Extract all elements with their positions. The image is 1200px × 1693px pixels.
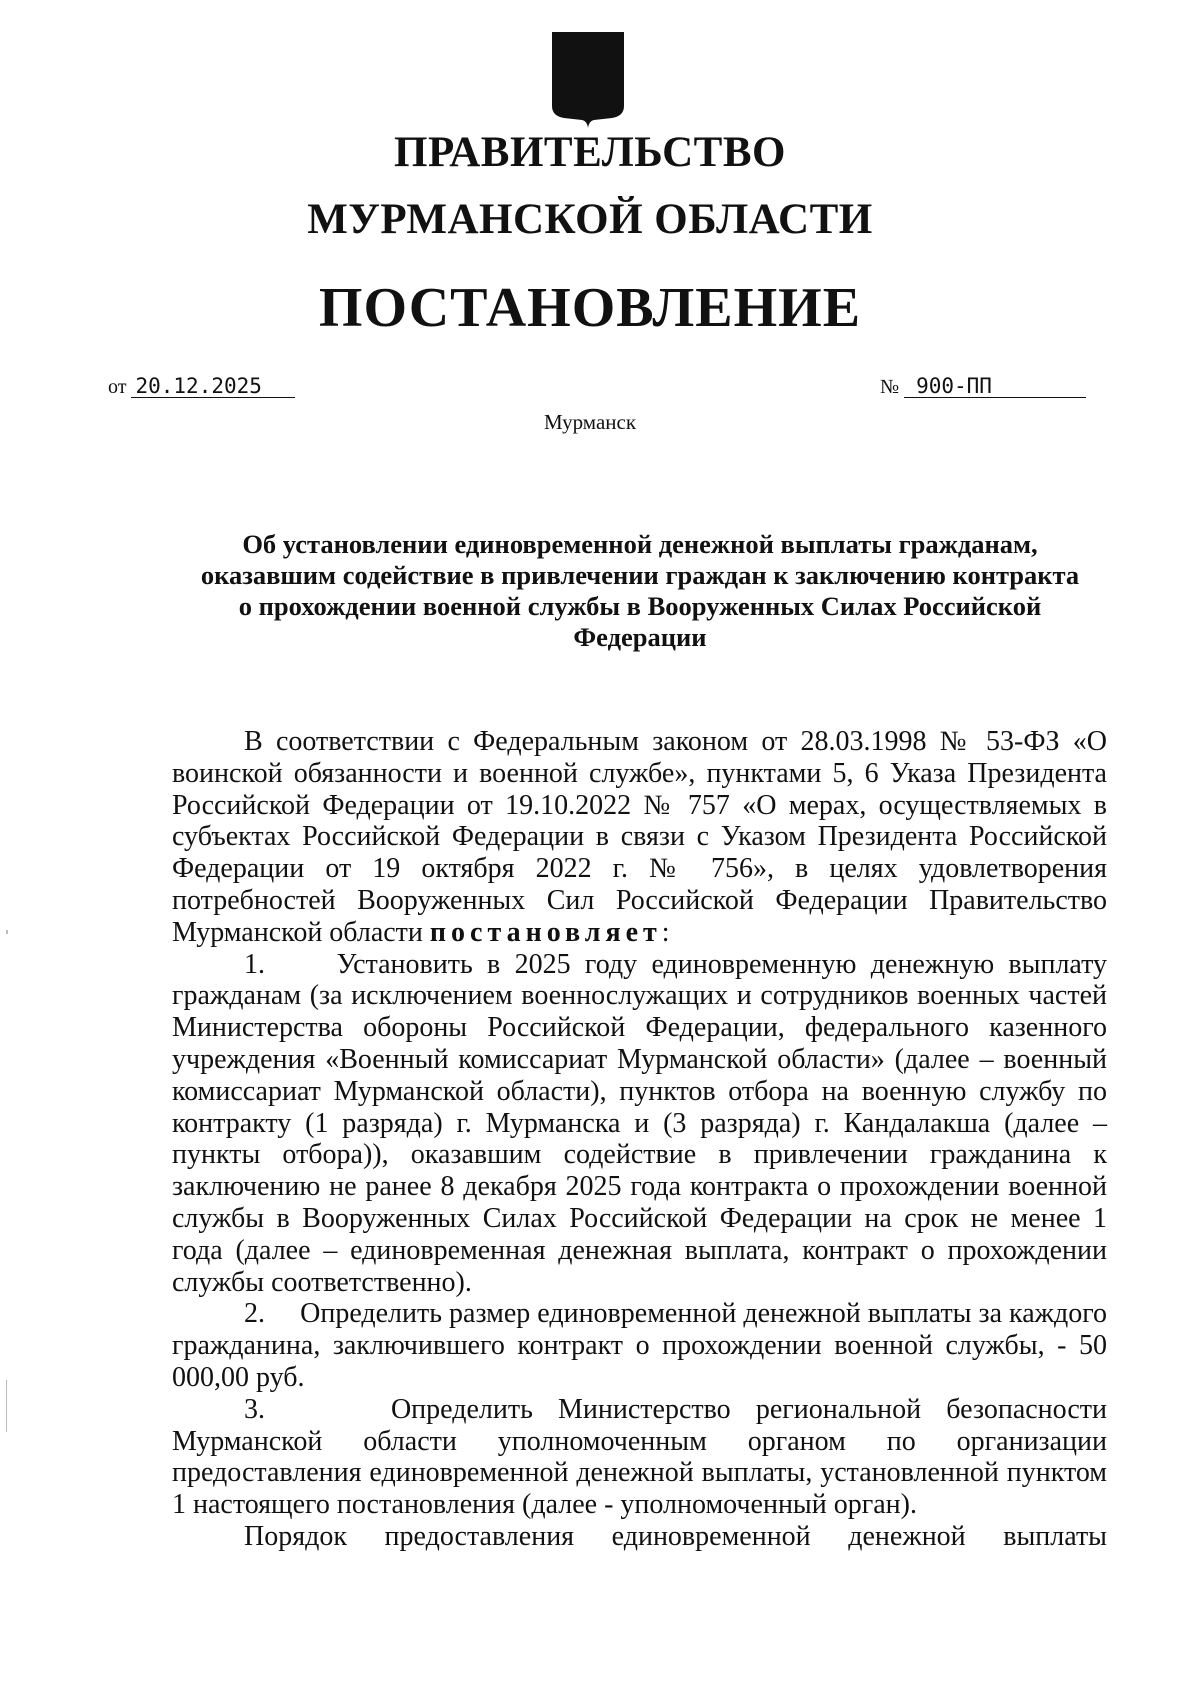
document-number [880,376,1086,399]
item-2-text: Определить размер единовременной денежной выплаты за каждого гражданина, заключившего контракт о прохождении военной службы, - 50 000,00 руб. [172,1298,1108,1393]
scan-artifact [6,1380,7,1432]
date-prefix: от [108,376,127,398]
item-1-number: 1. [244,948,265,980]
government-name-line1: ПРАВИТЕЛЬСТВО [394,129,786,176]
preamble-text: В соответствии с Федеральным законом от 28.03.1998 № 53-ФЗ «О воинской обязанности и военной службе», пунктами 5, 6 Указа Президента Российской Федерации от 19.10.2022 № 757 «О мерах, осуществляемых в субъектах Российской Федерации в связи с Указом Президента Российской Федерации от 19 октября 2022 г. № 756», в целях удовлетворения потребностей Вооруженных Сил Российской Федерации [172,726,1107,916]
item-2-paragraph [172,1298,1107,1393]
item-2-number: 2. [244,1298,265,1330]
date-value: 20.12.2025 [131,376,295,398]
preamble-end: Правительство Мурманской области [172,884,1108,948]
government-name-line2: МУРМАНСКОЙ ОБЛАСТИ [307,196,873,243]
resolves-word: постановляет [429,916,662,948]
item-1-text: Установить в 2025 году единовременную денежную выплату гражданам (за исключением военнослужащих и сотрудников военных частей Министерства обороны Российской Федерации, федерального казенного учреждения «Военный комиссариат Мурманской области» (далее – военный комиссариат Мурманской области), пунктов отбора на военную службу по контракту (1 разряда) г. Мурманска и (3 разряда) г. Кандалакша (далее – пункты отбора)), оказавшим содействие в привлечении гражданина к заключению не ранее 8 декабря 2025 года контракта о прохождении военной службы в Вооруженных Силах Российской Федерации на срок не менее 1 года (далее – единовременная денежная выплата, контракт о прохождении службы соответственно). [172,948,1107,1298]
item-1-paragraph [172,949,1107,1299]
resolves-colon: : [661,916,670,948]
title-line: Об установлении единовременной денежной выплаты гражданам, [242,529,1038,559]
document-date [108,376,295,399]
document-title [170,529,1110,653]
title-line: Федерации [573,622,707,652]
document-body [172,726,1107,1553]
document-type: ПОСТАНОВЛЕНИЕ [318,277,862,339]
item-3-text: Определить Министерство региональной безопасности Мурманской области уполномоченным органом по организации предоставления единовременной денежной выплаты, установленной пунктом 1 настоящего постановления (далее - уполномоченный орган). [172,1393,1108,1521]
title-line: о прохождении военной службы в Вооруженных Силах Российской [238,591,1042,621]
document-city: Мурманск [543,410,637,434]
scan-artifact [6,930,8,934]
title-line: оказавшим содействие в привлечении граждан к заключению контракта [200,560,1080,590]
number-value: 900-ПП [904,376,1086,398]
coat-of-arms-icon [548,32,628,130]
item-3-number: 3. [244,1393,265,1425]
preamble-paragraph [172,726,1107,949]
number-prefix: № [880,376,900,398]
item-3-paragraph [172,1394,1107,1521]
item-3-continuation: Порядок предоставления единовременной денежной выплаты [244,1520,1107,1552]
